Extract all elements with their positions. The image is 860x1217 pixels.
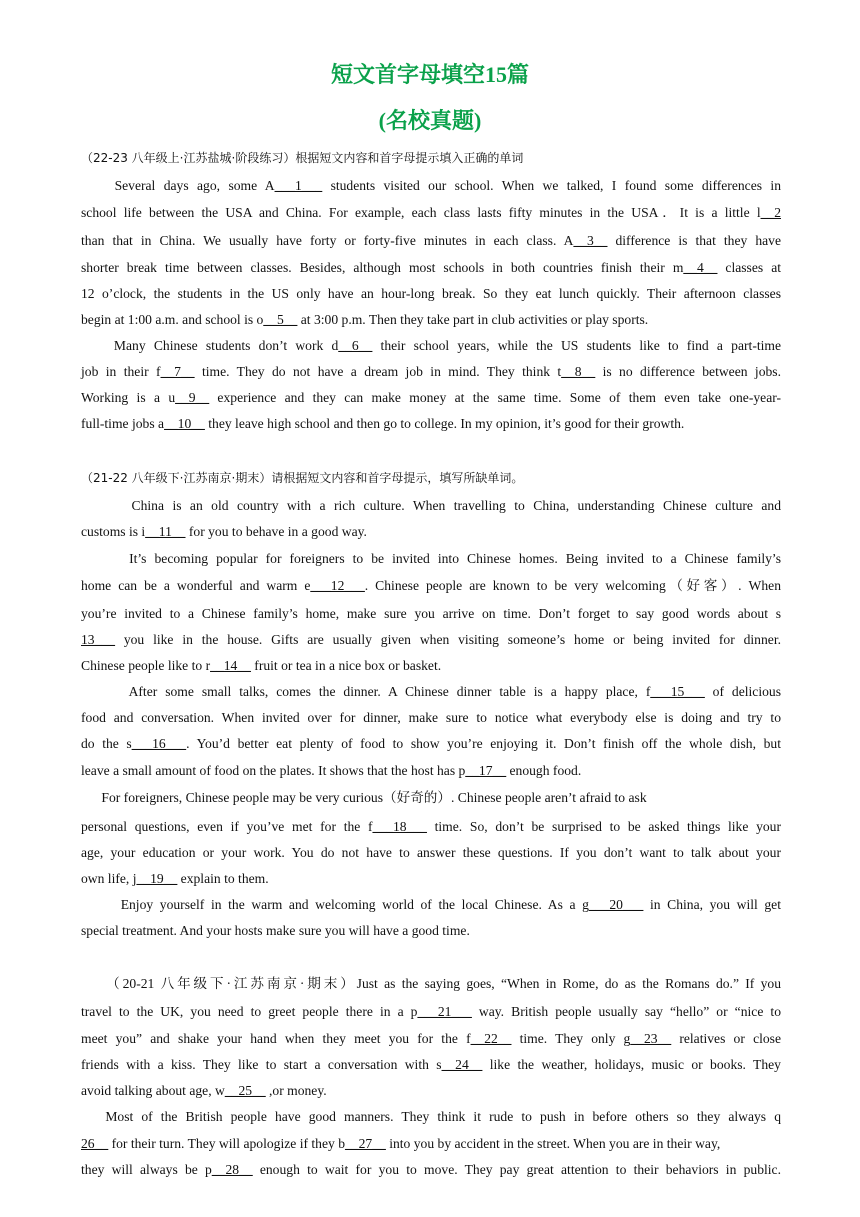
blank-number: __22__ <box>470 1031 512 1046</box>
text-span: friends with a kiss. They like to start a conversation with s <box>81 1057 442 1072</box>
text-line <box>81 550 781 568</box>
text-span: do the s <box>81 736 132 751</box>
text-line <box>81 577 781 595</box>
blank-number: ___1___ <box>274 178 323 193</box>
text-line <box>81 1030 781 1048</box>
text-span: travel to the UK, you need to greet people there in a p <box>81 1004 418 1019</box>
text-span: 12 o’clock, the students in the US only have an hour-long break. So they eat lunch quickly. Their afternoon classes <box>81 286 781 301</box>
text-span: enough to wait for you to move. They pay great attention to their behaviors in public. <box>252 1162 781 1177</box>
blank-number: __3__ <box>573 233 608 248</box>
text-line <box>81 683 781 701</box>
text-line <box>81 762 781 780</box>
blank-number: __5__ <box>263 312 298 327</box>
text-line <box>81 631 781 649</box>
text-span: home can be a wonderful and warm e <box>81 578 311 593</box>
text-span: you like in the house. Gifts are usually given when visiting someone’s home or being invited for dinner. <box>114 632 781 647</box>
text-line <box>81 657 781 675</box>
text-span: they leave high school and then go to college. In my opinion, it’s good for their growth. <box>204 416 685 431</box>
text-span: Enjoy yourself in the warm and welcoming world of the local Chinese. As a g <box>81 897 589 912</box>
text-span: It’s becoming popular for foreigners to be invited into Chinese homes. Being invited to a Chinese family’s <box>81 551 781 566</box>
text-line <box>81 896 781 914</box>
blank-number: __9__ <box>175 390 210 405</box>
text-span: avoid talking about age, w <box>81 1083 225 1098</box>
text-span: Most of the British people have good manners. They think it rude to push in before others so they always q <box>81 1109 781 1124</box>
blank-number: __27__ <box>345 1136 386 1151</box>
text-span: （20-21 八年级下·江苏南京·期末）Just as the saying goes, “When in Rome, do as the Romans do.” If you <box>81 976 781 991</box>
text-span: time. They do not have a dream job in mind. They think t <box>194 364 562 379</box>
text-span: way. British people usually say “hello” or “nice to <box>471 1004 781 1019</box>
text-line <box>81 922 781 940</box>
text-line <box>81 789 781 807</box>
text-line <box>81 1108 781 1126</box>
text-span: job in their f <box>81 364 161 379</box>
text-span: into you by accident in the street. When you are in their way, <box>385 1136 721 1151</box>
text-line <box>81 605 781 623</box>
text-line <box>81 285 781 303</box>
blank-number: __19__ <box>136 871 178 886</box>
text-span: meet you” and shake your hand when they meet you for the f <box>81 1031 471 1046</box>
text-line <box>81 363 781 381</box>
text-span: own life, j <box>81 871 137 886</box>
text-span: like the weather, holidays, music or books. They <box>482 1057 781 1072</box>
source-heading: （22-23 八年级上·江苏盐城·阶段练习）根据短文内容和首字母提示填入正确的单词 <box>81 151 524 165</box>
text-span: relatives or close <box>671 1031 781 1046</box>
text-span: age, your education or your work. You do not have to answer these questions. If you don’t want to talk about your <box>81 845 781 860</box>
blank-number: __14__ <box>210 658 251 673</box>
blank-number: __11__ <box>145 524 186 539</box>
text-line <box>81 415 781 433</box>
text-span: fruit or tea in a nice box or basket. <box>250 658 442 673</box>
text-line <box>81 337 781 355</box>
text-span: Many Chinese students don’t work d <box>81 338 339 353</box>
text-span: time. They only g <box>511 1031 631 1046</box>
blank-number: __17__ <box>465 763 507 778</box>
text-line <box>81 1082 781 1100</box>
text-line <box>81 818 781 836</box>
blank-number: __24__ <box>441 1057 483 1072</box>
text-line <box>81 389 781 407</box>
text-span: ,or money. <box>265 1083 327 1098</box>
text-span: Chinese people like to r <box>81 658 211 673</box>
text-line <box>81 177 781 195</box>
text-line <box>81 735 781 753</box>
text-span: than that in China. We usually have forty or forty-five minutes in each class. A <box>81 233 574 248</box>
blank-number: __23__ <box>630 1031 672 1046</box>
blank-number: ___21___ <box>417 1004 472 1019</box>
text-span: . You’d better eat plenty of food to show you’re enjoying it. Don’t finish off the whole dish, but <box>186 736 781 751</box>
text-line <box>81 259 781 277</box>
blank-number: __25__ <box>224 1083 266 1098</box>
text-span: For foreigners, Chinese people may be very curious（好奇的）. Chinese people aren’t afraid to ask <box>81 790 647 805</box>
text-line <box>81 709 781 727</box>
text-line <box>81 1056 781 1074</box>
text-span: for you to behave in a good way. <box>185 524 367 539</box>
text-span: personal questions, even if you’ve met for the f <box>81 819 373 834</box>
text-span: shorter break time between classes. Besides, although most schools in both countries finish their m <box>81 260 684 275</box>
text-line <box>81 975 781 993</box>
text-line <box>81 523 781 541</box>
blank-number: __2 <box>760 205 781 220</box>
text-span: food and conversation. When invited over for dinner, make sure to notice what everybody else is doing and try to <box>81 710 781 725</box>
text-span: of delicious <box>704 684 781 699</box>
text-span: begin at 1:00 a.m. and school is o <box>81 312 264 327</box>
text-span: time. So, don’t be surprised to be asked things like your <box>426 819 782 834</box>
page-title: 短文首字母填空15篇 <box>330 62 529 87</box>
blank-number: __28__ <box>211 1162 253 1177</box>
text-line <box>81 204 781 222</box>
text-span: for their turn. They will apologize if they b <box>108 1136 346 1151</box>
blank-number: ___20___ <box>588 897 644 912</box>
text-span: is no difference between jobs. <box>595 364 781 379</box>
text-span: they will always be p <box>81 1162 212 1177</box>
text-span: Several days ago, some A <box>81 178 275 193</box>
text-line <box>81 870 781 888</box>
text-span: experience and they can make money at the same time. Some of them even take one-year- <box>209 390 782 405</box>
blank-number: 26__ <box>81 1136 109 1151</box>
text-span: customs is i <box>81 524 146 539</box>
text-span: in China, you will get <box>643 897 781 912</box>
text-span: Working is a u <box>81 390 176 405</box>
text-span: you’re invited to a Chinese family’s home, make sure you arrive on time. Don’t forget to say good words about s <box>81 606 781 621</box>
source-heading: （21-22 八年级下·江苏南京·期末）请根据短文内容和首字母提示，填写所缺单词。 <box>81 471 524 485</box>
page-subtitle: (名校真题) <box>378 108 482 133</box>
text-span: full-time jobs a <box>81 416 165 431</box>
text-span: enough food. <box>506 763 582 778</box>
text-line <box>81 1003 781 1021</box>
text-span: leave a small amount of food on the plates. It shows that the host has p <box>81 763 466 778</box>
text-span: After some small talks, comes the dinner. A Chinese dinner table is a happy place, f <box>81 684 651 699</box>
text-line <box>81 497 781 515</box>
blank-number: ___15___ <box>650 684 705 699</box>
text-line <box>81 311 781 329</box>
text-span: classes at <box>717 260 782 275</box>
blank-number: ___16___ <box>131 736 187 751</box>
blank-number: __4__ <box>683 260 718 275</box>
blank-number: __7__ <box>160 364 195 379</box>
text-span: special treatment. And your hosts make sure you will have a good time. <box>81 923 470 938</box>
text-span: difference is that they have <box>607 233 781 248</box>
text-span: school life between the USA and China. For example, each class lasts fifty minutes in the USA．It is a little l <box>81 205 761 220</box>
text-span: . Chinese people are known to be very welcoming（好客）. When <box>364 578 781 593</box>
text-span: at 3:00 p.m. Then they take part in club activities or play sports. <box>297 312 649 327</box>
blank-number: ___18___ <box>372 819 427 834</box>
blank-number: __8__ <box>561 364 596 379</box>
blank-number: __10__ <box>164 416 205 431</box>
text-span: China is an old country with a rich culture. When travelling to China, understanding Chinese culture and <box>81 498 781 513</box>
text-line <box>81 232 781 250</box>
blank-number: 13___ <box>81 632 115 647</box>
text-span: explain to them. <box>177 871 269 886</box>
text-line <box>81 1161 781 1179</box>
text-line <box>81 844 781 862</box>
blank-number: __6__ <box>338 338 373 353</box>
text-line <box>81 1135 781 1153</box>
text-span: students visited our school. When we talked, I found some differences in <box>322 178 781 193</box>
blank-number: ___12___ <box>310 578 365 593</box>
text-span: their school years, while the US students like to find a part-time <box>372 338 782 353</box>
